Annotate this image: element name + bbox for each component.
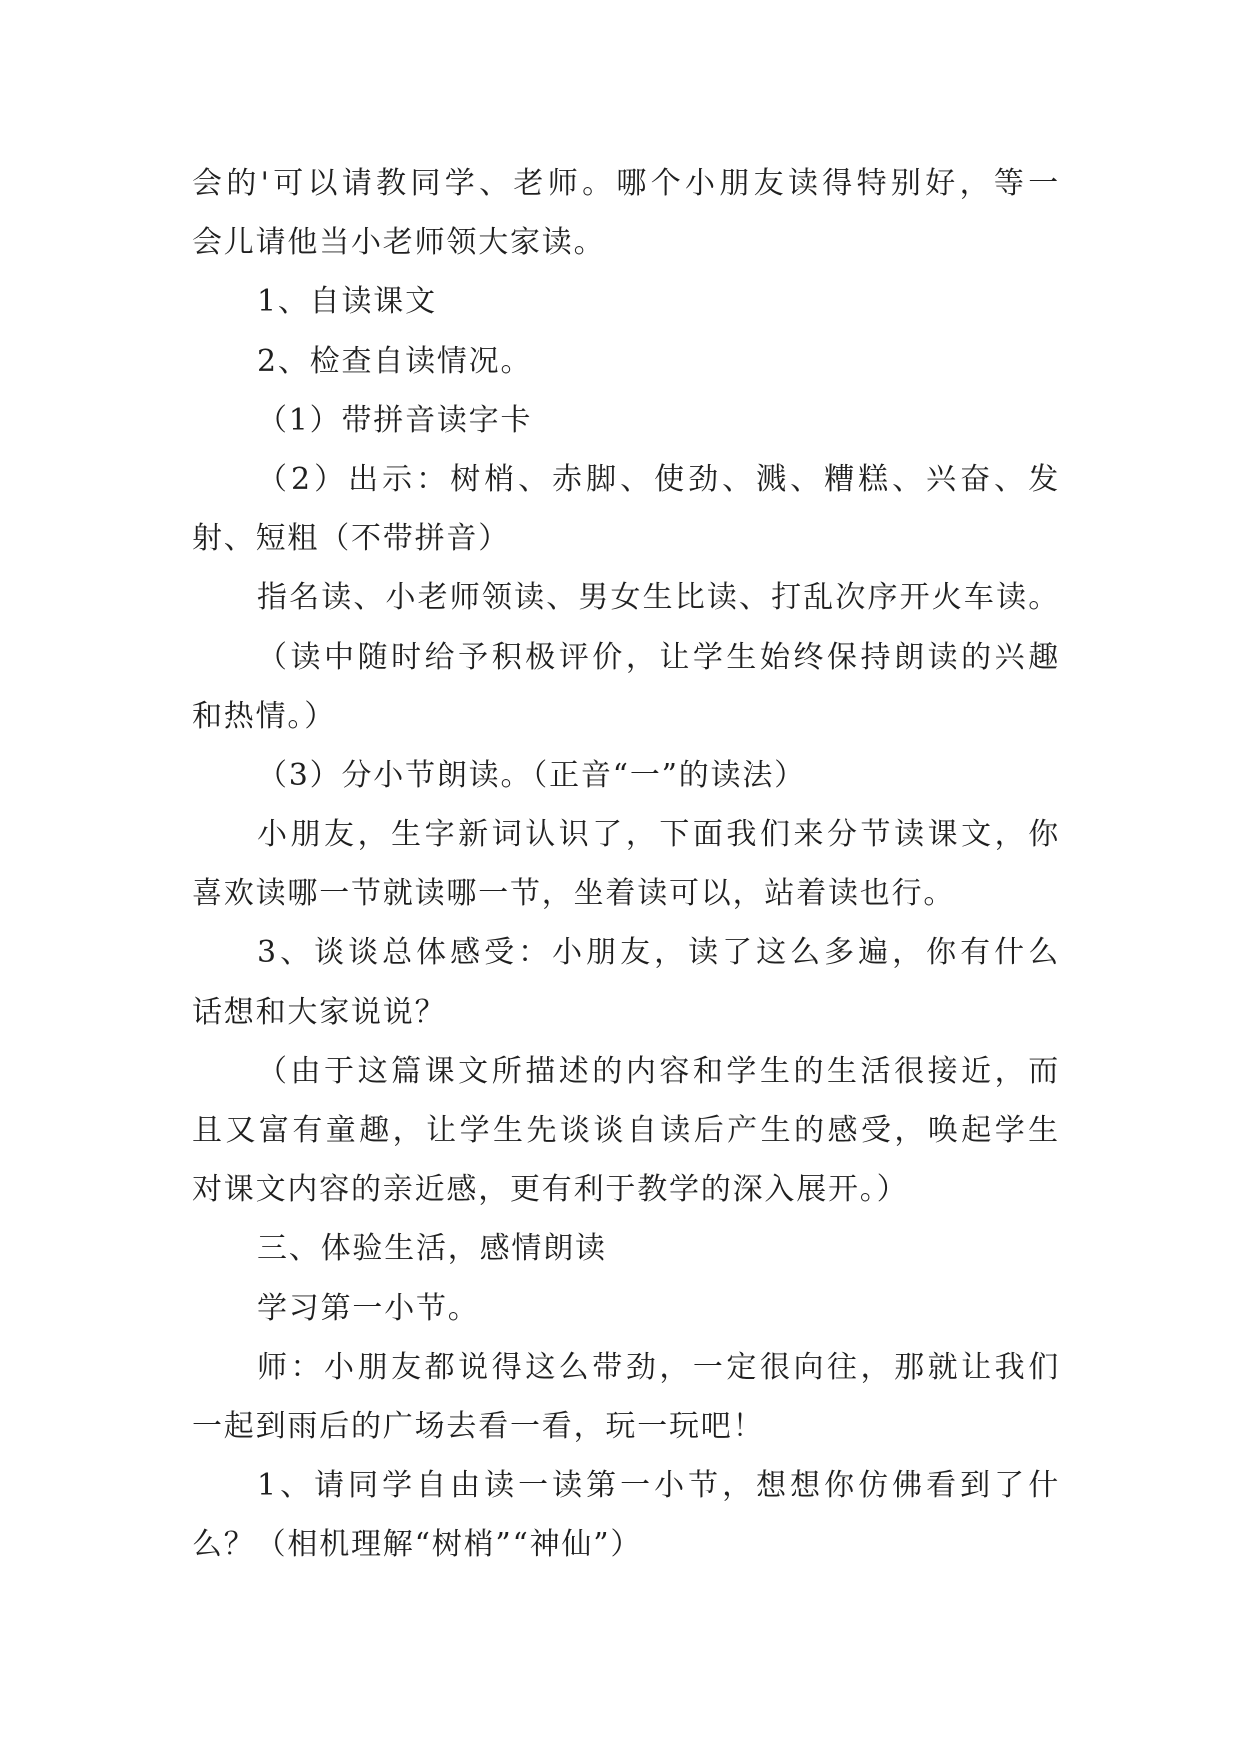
step-heading: 1、自读课文: [257, 284, 437, 320]
text-line: 指名读、小老师领读、男女生比读、打乱次序开火车读。: [257, 580, 1060, 616]
step-heading: 2、检查自读情况。: [257, 343, 533, 379]
text-line: 喜欢读哪一节就读哪一节，坐着读可以，站着读也行。: [192, 876, 956, 912]
sub-step: （3）分小节朗读。（正音“一”的读法）: [257, 757, 806, 793]
text-line: 且又富有童趣，让学生先谈谈自读后产生的感受，唤起学生: [192, 1113, 1060, 1148]
text-line: 师：小朋友都说得这么带劲，一定很向往，那就让我们: [257, 1349, 1060, 1385]
text-line: 会儿请他当小老师领大家读。: [192, 225, 606, 261]
text-line: 射、短粗（不带拼音）: [192, 521, 510, 557]
sub-step: （1）带拼音读字卡: [257, 402, 533, 438]
document-body: [192, 154, 1060, 1575]
text-line: 学习第一小节。: [257, 1290, 480, 1326]
step-heading: 1、请同学自由读一读第一小节，想想你仿佛看到了什: [257, 1468, 1060, 1504]
text-line: 小朋友，生字新词认识了，下面我们来分节读课文，你: [257, 817, 1060, 853]
text-line: 话想和大家说说？: [192, 994, 447, 1030]
sub-step: （2）出示：树梢、赤脚、使劲、溅、糟糕、兴奋、发: [257, 461, 1060, 497]
text-line: 一起到雨后的广场去看一看，玩一玩吧！: [192, 1408, 765, 1444]
text-line: 么？（相机理解“树梢”“神仙”）: [192, 1527, 643, 1563]
text-line: 会的'可以请教同学、老师。哪个小朋友读得特别好，等一: [192, 166, 1060, 201]
text-line: 和热情。）: [192, 698, 336, 734]
step-heading: 3、谈谈总体感受：小朋友，读了这么多遍，你有什么: [257, 935, 1060, 971]
text-line: 对课文内容的亲近感，更有利于教学的深入展开。）: [192, 1172, 909, 1208]
section-heading: 三、体验生活，感情朗读: [257, 1231, 607, 1267]
text-line: （读中随时给予积极评价，让学生始终保持朗读的兴趣: [257, 639, 1060, 675]
text-line: （由于这篇课文所描述的内容和学生的生活很接近，而: [257, 1053, 1060, 1089]
